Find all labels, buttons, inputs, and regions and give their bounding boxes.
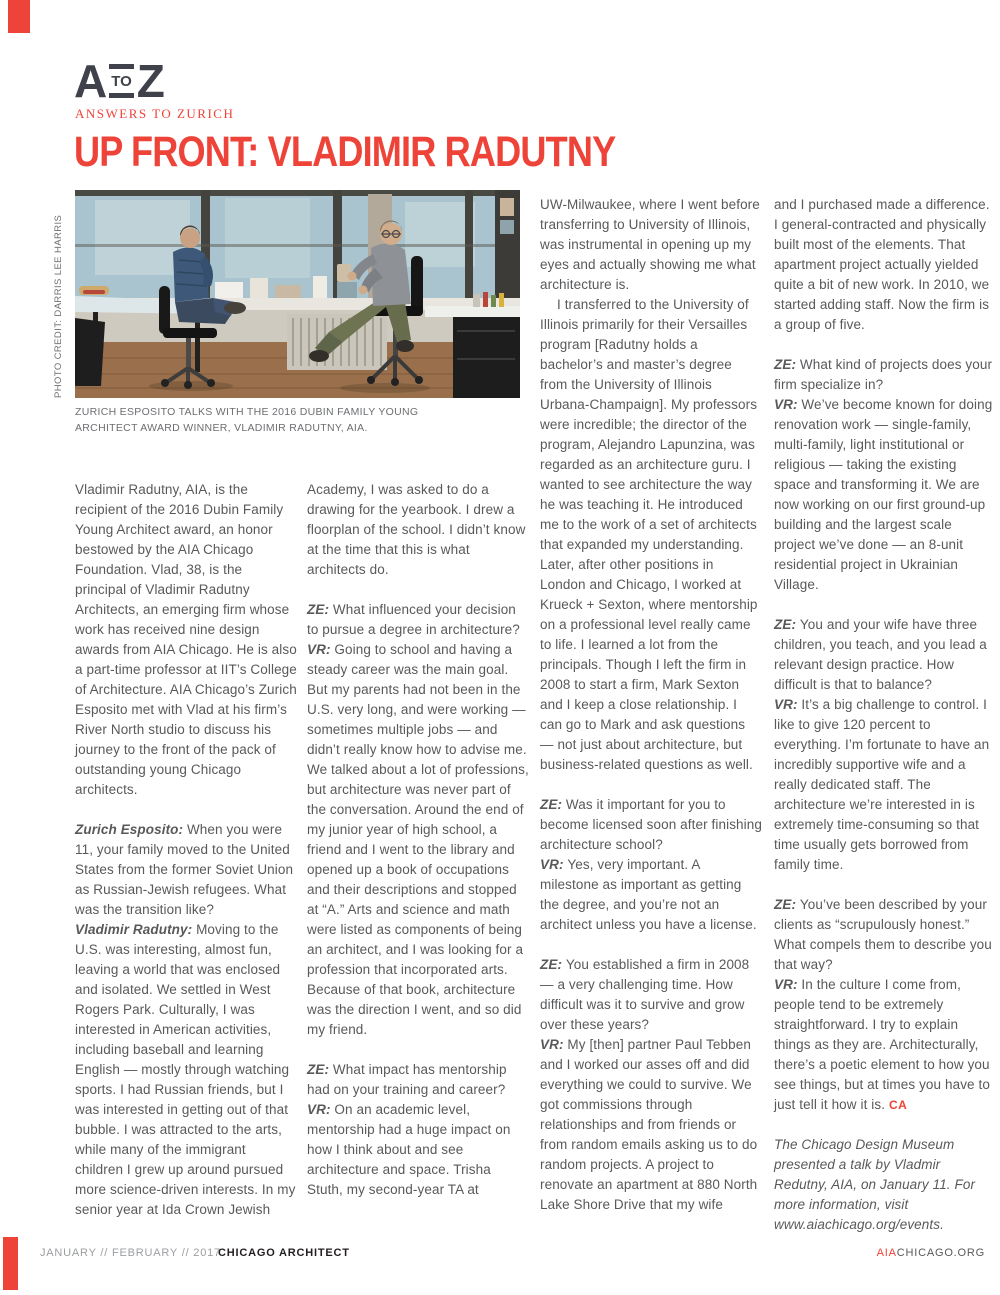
body-text: Yes, very important. A milestone as important as getting the degree, and you’re not an architect unless you have a license.: [540, 857, 757, 932]
logo-letter-z: Z: [136, 55, 164, 107]
speaker-label: VR:: [774, 397, 802, 412]
body-text: Vladimir Radutny, AIA, is the recipient of the 2016 Dubin Family Young Architect award, an honor bestowed by the AIA Chicago Foundation. Vlad, 38, is the principal of Vladimir Radutny Architects, an emerging firm whose work has received nine design awards from AIA Chicago. He is also a part-time professor at IIT’s College of Architecture. AIA Chicago’s Zurich Esposito met with Vlad at his firm’s River North studio to discuss his journey to the front of the pack of outstanding young Chicago architects.: [75, 482, 297, 797]
logo-letter-a: A: [74, 55, 107, 107]
bottom-accent-block: [3, 1237, 18, 1290]
photo-caption: ZURICH ESPOSITO TALKS WITH THE 2016 DUBIN FAMILY YOUNG ARCHITECT AWARD WINNER, VLADIMIR RADUTNY, AIA.: [75, 406, 419, 434]
body-text: In the culture I come from, people tend to be extremely straightforward. I try to explain things as they are. Architecturally, there’s a poetic element to how you see things, but at times you have to just tell it how it is.: [774, 977, 990, 1112]
body-text: You established a firm in 2008 — a very challenging time. How difficult was it to survive and grow over these years?: [540, 957, 750, 1032]
article-photo: [75, 190, 520, 398]
article-paragraph: [540, 855, 762, 935]
article-paragraph: [540, 955, 762, 1035]
speaker-label: ZE:: [540, 797, 566, 812]
footer-issue-date: JANUARY // FEBRUARY // 2017: [40, 1247, 221, 1259]
speaker-label: VR:: [540, 857, 568, 872]
article-paragraph: [540, 195, 762, 295]
article-paragraph: [774, 395, 996, 595]
article-paragraph: [307, 480, 529, 580]
text-column-2: [307, 480, 529, 1200]
footer-website-rest: CHICAGO.ORG: [896, 1247, 985, 1259]
photo-credit: PHOTO CREDIT: DARRIS LEE HARRIS: [53, 214, 64, 398]
article-paragraph: [774, 615, 996, 695]
article-paragraph: [75, 480, 297, 800]
body-text: What kind of projects does your firm specialize in?: [774, 357, 993, 392]
article-paragraph: [307, 600, 529, 640]
body-text: My [then] partner Paul Tebben and I worked our asses off and did everything we could to survive. We got commissions through relationships and from friends or from random emails asking us to do random projects. A project to renovate an apartment at 880 North Lake Shore Drive that my wife: [540, 1037, 758, 1212]
article-paragraph: [307, 640, 529, 1040]
body-text: UW-Milwaukee, where I went before transferring to University of Illinois, was instrumental in opening up my eyes and actually showing me what architecture is.: [540, 197, 760, 292]
body-text: The Chicago Design Museum presented a talk by Vladmir Redutny, AIA, on January 11. For more information, visit www.aiachicago.org/events.: [774, 1137, 976, 1232]
article-paragraph: [774, 895, 996, 975]
speaker-label: ZE:: [774, 617, 800, 632]
tagline: ANSWERS TO ZURICH: [75, 106, 235, 121]
footer: [0, 1247, 1000, 1267]
speaker-label: ZE:: [540, 957, 566, 972]
office-scene-illustration: [75, 190, 520, 398]
text-column-3: [540, 195, 762, 1215]
body-text: You and your wife have three children, you teach, and you lead a relevant design practice. How difficult is that to balance?: [774, 617, 987, 692]
speaker-label: VR:: [307, 1102, 335, 1117]
speaker-label: ZE:: [774, 357, 800, 372]
article-paragraph: [307, 1060, 529, 1100]
a-to-z-logo: [74, 55, 164, 107]
speaker-label: Zurich Esposito:: [75, 822, 187, 837]
speaker-label: VR:: [774, 697, 802, 712]
body-text: You’ve been described by your clients as “scrupulously honest.” What compels them to describe you that way?: [774, 897, 992, 972]
speaker-label: ZE:: [307, 1062, 333, 1077]
article-paragraph: [774, 355, 996, 395]
logo-to-box: TO: [109, 64, 134, 98]
body-text: and I purchased made a difference. I general-contracted and physically built most of the elements. That apartment project actually yielded quite a bit of new work. In 2010, we started adding staff. Now the firm is a group of five.: [774, 197, 990, 332]
article-paragraph: [774, 195, 996, 335]
body-text: When you were 11, your family moved to the United States from the former Soviet Union as Russian-Jewish refugees. What was the transition like?: [75, 822, 294, 917]
text-column-4: [774, 195, 996, 1235]
speaker-label: ZE:: [774, 897, 800, 912]
article-paragraph: [307, 1100, 529, 1200]
speaker-label: Vladimir Radutny:: [75, 922, 197, 937]
corner-accent-block: [8, 0, 30, 33]
speaker-label: ZE:: [307, 602, 333, 617]
article-paragraph: [540, 795, 762, 855]
text-column-1: [75, 480, 297, 1220]
article-paragraph: [774, 975, 996, 1115]
footer-publication-name: CHICAGO ARCHITECT: [218, 1247, 350, 1259]
page-title: UP FRONT: VLADIMIR RADUTNY: [74, 128, 616, 176]
body-text: We’ve become known for doing renovation work — single-family, multi-family, light institutional or religious — taking the existing space and transforming it. We are now working on our first ground-up building and the largest scale project we’ve done — an 8-unit residential project in Ukrainian Village.: [774, 397, 993, 592]
article-paragraph: [75, 820, 297, 920]
footer-website: [877, 1247, 985, 1259]
article-paragraph: [774, 695, 996, 875]
body-text: What impact has mentorship had on your training and career?: [307, 1062, 507, 1097]
article-paragraph: [540, 295, 762, 775]
article-paragraph: [75, 920, 297, 1220]
article-end-mark: CA: [888, 1098, 908, 1112]
article-paragraph: [774, 1135, 996, 1235]
body-text: Was it important for you to become licensed soon after finishing architecture school?: [540, 797, 762, 852]
body-text: Moving to the U.S. was interesting, almost fun, leaving a world that was enclosed and isolated. We settled in West Rogers Park. Culturally, I was interested in American activities, including baseball and learning English — mostly through watching sports. I had Russian friends, but I was interested in getting out of that bubble. I was attracted to the arts, while many of the immigrant children I grew up around pursued more science-driven interests. In my senior year at Ida Crown Jewish: [75, 922, 296, 1217]
article-paragraph: [540, 1035, 762, 1215]
speaker-label: VR:: [307, 642, 335, 657]
body-text: Going to school and having a steady career was the main goal. But my parents had not been in the U.S. very long, and were working — sometimes multiple jobs — and didn’t really know how to advise me. We talked about a lot of professions, but architecture was never part of the conversation. Around the end of my junior year of high school, a friend and I went to the library and opened up a book of occupations and their descriptions and stopped at “A.” Arts and science and math were listed as components of being an architect, and I was looking for a profession that incorporated arts. Because of that book, architecture was the direction I went, and so did my friend.: [307, 642, 529, 1037]
body-text: I transferred to the University of Illinois primarily for their Versailles program [Radutny holds a bachelor’s and master’s degree from the University of Illinois Urbana-Champaign]. My professors were incredible; the director of the program, Alejandro Lapunzina, was regarded as an architecture guru. I wanted to see architecture the way he was teaching it. He introduced me to the work of a set of architects that expanded my understanding. Later, after other positions in London and Chicago, I worked at Krueck + Sexton, where mentorship on a professional level really came to life. I learned a lot from the principals. Though I left the firm in 2008 to start a firm, Mark Sexton and I keep a close relationship. I can go to Mark and ask questions — not just about architecture, but business-related questions as well.: [540, 297, 758, 772]
speaker-label: VR:: [540, 1037, 568, 1052]
footer-website-aia: AIA: [876, 1247, 897, 1259]
body-text: What influenced your decision to pursue a degree in architecture?: [307, 602, 520, 637]
body-text: It’s a big challenge to control. I like to give 120 percent to everything. I’m fortunate to have an incredibly supportive wife and a really dedicated staff. The architecture we’re interested in is extremely time-consuming so that time usually gets borrowed from family time.: [774, 697, 990, 872]
body-text: On an academic level, mentorship had a huge impact on how I think about and see architecture and space. Trisha Stuth, my second-year TA at: [307, 1102, 511, 1197]
speaker-label: VR:: [774, 977, 802, 992]
body-text: Academy, I was asked to do a drawing for the yearbook. I drew a floorplan of the school. I didn’t know at the time that this is what architects do.: [307, 482, 526, 577]
